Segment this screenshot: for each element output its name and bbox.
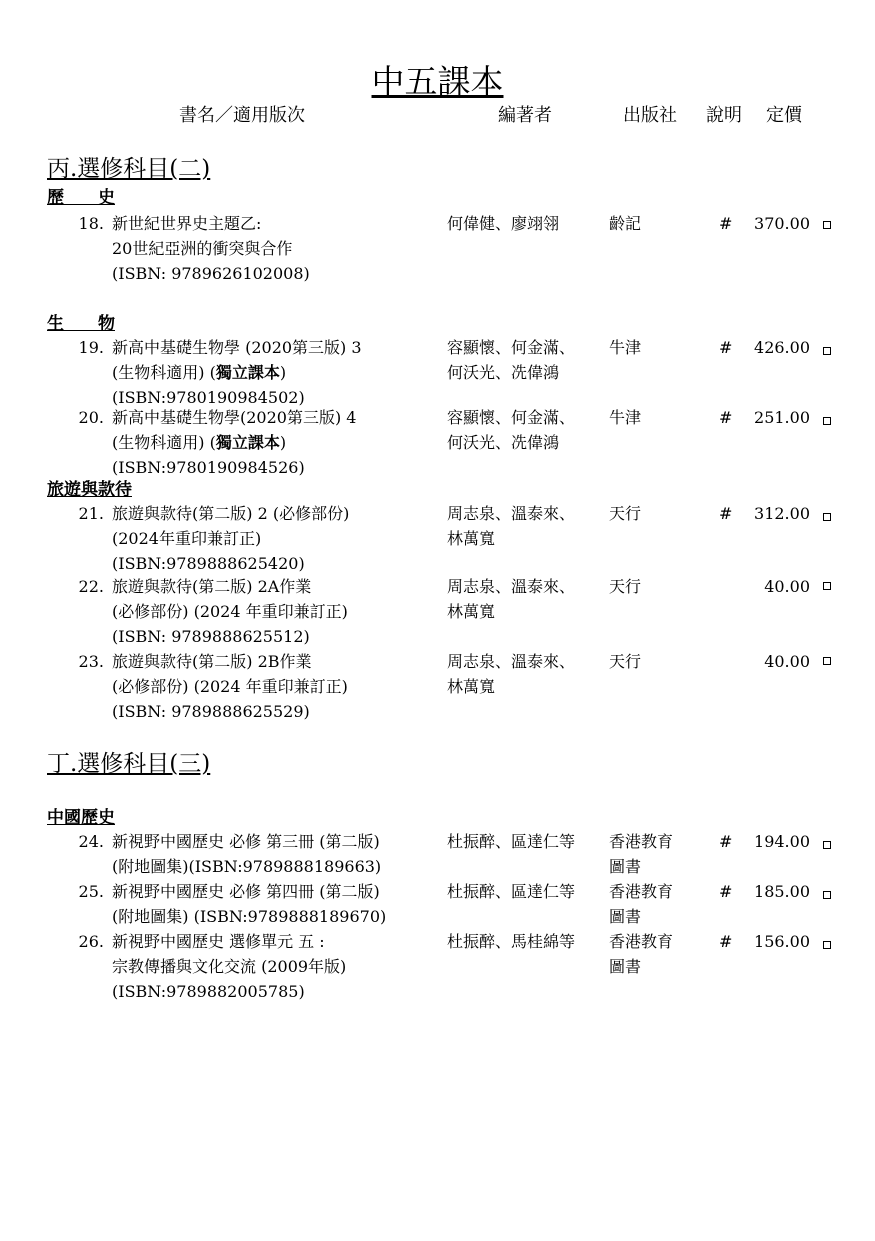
- section-heading: 丙.選修科目(二): [47, 156, 211, 182]
- author-line: 杜振醉、區達仁等: [447, 832, 576, 851]
- publisher-line: 圖書: [609, 857, 642, 876]
- author-line: 容顯懷、何金滿、: [447, 338, 576, 357]
- book-publisher: [609, 501, 641, 526]
- book-note: #: [719, 882, 733, 901]
- book-price: 156.00: [754, 932, 810, 951]
- book-title-line: 20世紀亞洲的衝突與合作: [112, 239, 293, 258]
- book-title-line: [112, 360, 362, 385]
- book-title-line: (ISBN:9780190984526): [112, 458, 305, 477]
- book-title-text: (生物科適用) (: [112, 363, 216, 382]
- author-line: 林萬寬: [447, 529, 496, 548]
- book-number: 18.: [78, 214, 104, 233]
- book-title: [112, 929, 346, 1004]
- book-title: [112, 829, 381, 879]
- book-publisher: [609, 574, 641, 599]
- publisher-line: 天行: [609, 652, 642, 671]
- book-note: #: [719, 338, 733, 357]
- book-title-text: (生物科適用) (: [112, 433, 216, 452]
- publisher-line: 圖書: [609, 957, 642, 976]
- book-number: 22.: [78, 577, 104, 596]
- book-publisher: [609, 929, 673, 979]
- book-number: 23.: [78, 652, 104, 671]
- book-price: 426.00: [754, 338, 810, 357]
- book-title: [112, 405, 356, 480]
- column-header-book: 書名／適用版次: [179, 105, 305, 126]
- book-author: [447, 574, 575, 624]
- book-title: [112, 649, 348, 724]
- book-title-line: 新視野中國歷史 必修 第四冊 (第二版): [112, 882, 380, 901]
- book-title-line: 新視野中國歷史 選修單元 五 :: [112, 932, 325, 951]
- author-line: 周志泉、溫泰來、: [447, 652, 576, 671]
- section-heading: 丁.選修科目(三): [47, 751, 211, 777]
- book-price: 40.00: [764, 577, 810, 596]
- book-number: 21.: [78, 504, 104, 523]
- author-line: 林萬寬: [447, 677, 496, 696]
- order-checkbox[interactable]: [823, 582, 831, 590]
- publisher-line: 天行: [609, 504, 642, 523]
- book-title-line: 新視野中國歷史 必修 第三冊 (第二版): [112, 832, 380, 851]
- book-price: 312.00: [754, 504, 810, 523]
- author-line: 何沃光、冼偉鴻: [447, 363, 560, 382]
- book-title-line: (2024年重印兼訂正): [112, 529, 262, 548]
- book-title-line: (ISBN: 9789888625512): [112, 627, 310, 646]
- book-price: 185.00: [754, 882, 810, 901]
- subject-heading: 生 物: [47, 314, 115, 334]
- book-title: [112, 211, 310, 286]
- book-title-line: 旅遊與款待(第二版) 2B作業: [112, 652, 312, 671]
- book-title-line: [112, 430, 356, 455]
- subject-heading: 旅遊與款待: [47, 480, 132, 500]
- column-header-note: 說明: [706, 105, 742, 126]
- book-note: #: [719, 408, 733, 427]
- book-author: [447, 211, 559, 236]
- author-line: 周志泉、溫泰來、: [447, 504, 576, 523]
- page-title: 中五課本: [371, 62, 504, 101]
- book-publisher: [609, 879, 673, 929]
- column-header-author: 編著者: [498, 105, 552, 126]
- book-title-bold: 獨立課本: [215, 363, 280, 382]
- book-author: [447, 829, 575, 854]
- subject-heading: 歷 史: [47, 188, 115, 208]
- author-line: 林萬寬: [447, 602, 496, 621]
- book-title: [112, 879, 386, 929]
- book-title: [112, 335, 362, 410]
- order-checkbox[interactable]: [823, 221, 831, 229]
- order-checkbox[interactable]: [823, 891, 831, 899]
- book-title-line: (ISBN: 9789626102008): [112, 264, 310, 283]
- order-checkbox[interactable]: [823, 417, 831, 425]
- book-title-line: 旅遊與款待(第二版) 2 (必修部份): [112, 504, 350, 523]
- book-author: [447, 929, 575, 954]
- publisher-line: 齡記: [609, 214, 642, 233]
- book-note: #: [719, 832, 733, 851]
- order-checkbox[interactable]: [823, 657, 831, 665]
- order-checkbox[interactable]: [823, 513, 831, 521]
- author-line: 杜振醉、區達仁等: [447, 882, 576, 901]
- book-publisher: [609, 335, 641, 360]
- book-title-line: (ISBN:9789882005785): [112, 982, 305, 1001]
- author-line: 周志泉、溫泰來、: [447, 577, 576, 596]
- book-price: 194.00: [754, 832, 810, 851]
- book-publisher: [609, 829, 673, 879]
- column-header-price: 定價: [766, 105, 802, 126]
- publisher-line: 香港教育: [609, 932, 674, 951]
- book-note: #: [719, 932, 733, 951]
- book-title-line: (必修部份) (2024 年重印兼訂正): [112, 602, 348, 621]
- book-price: 40.00: [764, 652, 810, 671]
- book-publisher: [609, 649, 641, 674]
- author-line: 何沃光、冼偉鴻: [447, 433, 560, 452]
- book-publisher: [609, 405, 641, 430]
- book-title: [112, 574, 348, 649]
- book-title-bold: 獨立課本: [215, 433, 280, 452]
- book-title-text: ): [279, 433, 287, 452]
- book-price: 251.00: [754, 408, 810, 427]
- publisher-line: 香港教育: [609, 882, 674, 901]
- book-note: #: [719, 214, 733, 233]
- book-number: 24.: [78, 832, 104, 851]
- book-author: [447, 649, 575, 699]
- order-checkbox[interactable]: [823, 841, 831, 849]
- book-author: [447, 335, 575, 385]
- book-title-line: 旅遊與款待(第二版) 2A作業: [112, 577, 312, 596]
- author-line: 何偉健、廖翊翎: [447, 214, 560, 233]
- book-number: 20.: [78, 408, 104, 427]
- book-title-line: (附地圖集)(ISBN:9789888189663): [112, 857, 382, 876]
- book-author: [447, 879, 575, 904]
- book-price: 370.00: [754, 214, 810, 233]
- publisher-line: 圖書: [609, 907, 642, 926]
- subject-heading: 中國歷史: [47, 808, 115, 828]
- book-title-line: 宗教傳播與文化交流 (2009年版): [112, 957, 347, 976]
- order-checkbox[interactable]: [823, 941, 831, 949]
- book-title-line: (ISBN: 9789888625529): [112, 702, 310, 721]
- book-title: [112, 501, 349, 576]
- book-author: [447, 501, 575, 551]
- book-publisher: [609, 211, 641, 236]
- author-line: 杜振醉、馬桂綿等: [447, 932, 576, 951]
- publisher-line: 香港教育: [609, 832, 674, 851]
- book-note: #: [719, 504, 733, 523]
- book-title-line: (附地圖集) (ISBN:9789888189670): [112, 907, 387, 926]
- book-author: [447, 405, 575, 455]
- publisher-line: 牛津: [609, 408, 642, 427]
- book-title-line: (ISBN:9789888625420): [112, 554, 305, 573]
- book-number: 25.: [78, 882, 104, 901]
- book-title-line: 新世紀世界史主題乙:: [112, 214, 262, 233]
- order-checkbox[interactable]: [823, 347, 831, 355]
- book-title-line: 新高中基礎生物學(2020第三版) 4: [112, 408, 357, 427]
- column-header-publisher: 出版社: [623, 105, 677, 126]
- book-title-line: (ISBN:9780190984502): [112, 388, 305, 407]
- author-line: 容顯懷、何金滿、: [447, 408, 576, 427]
- book-title-line: (必修部份) (2024 年重印兼訂正): [112, 677, 348, 696]
- publisher-line: 天行: [609, 577, 642, 596]
- publisher-line: 牛津: [609, 338, 642, 357]
- book-number: 26.: [78, 932, 104, 951]
- book-number: 19.: [78, 338, 104, 357]
- book-title-line: 新高中基礎生物學 (2020第三版) 3: [112, 338, 362, 357]
- book-title-text: ): [279, 363, 287, 382]
